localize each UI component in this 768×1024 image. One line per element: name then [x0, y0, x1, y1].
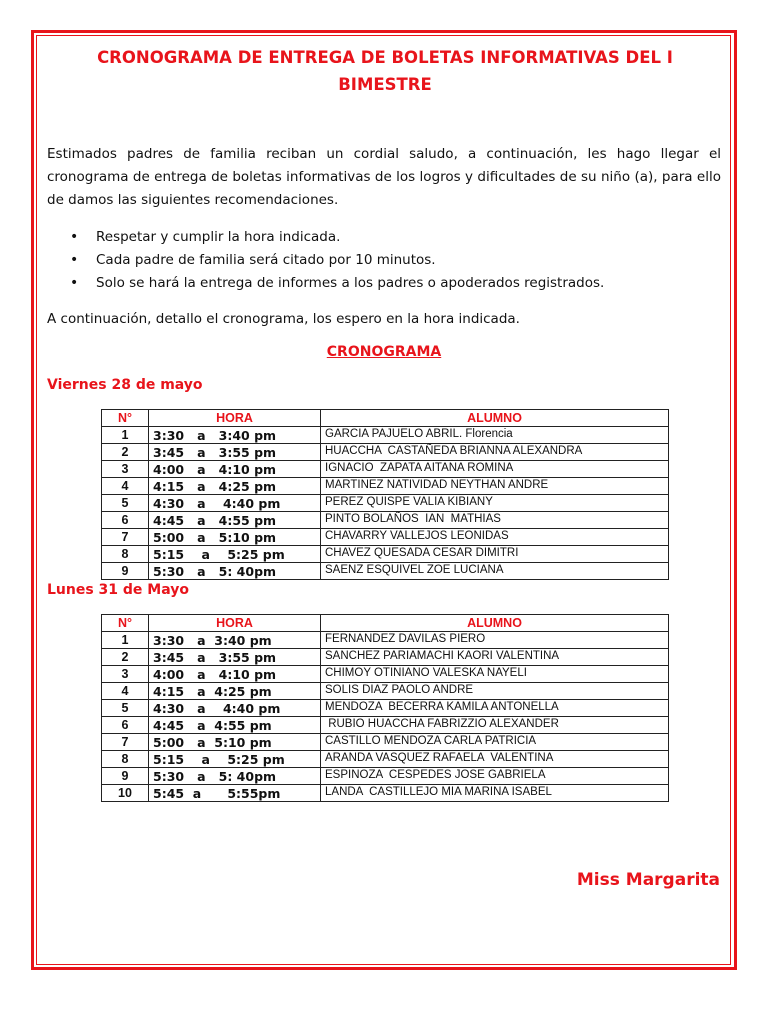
row-time: 4:15 a 4:25 pm [149, 683, 321, 700]
table-row [102, 444, 669, 461]
table-row [102, 478, 669, 495]
header-student: ALUMNO [321, 410, 669, 427]
table-row [102, 666, 669, 683]
table-row [102, 683, 669, 700]
row-student: CHAVEZ QUESADA CESAR DIMITRI [321, 546, 669, 563]
row-number: 10 [102, 785, 149, 802]
row-student: CHAVARRY VALLEJOS LEONIDAS [321, 529, 669, 546]
row-number: 2 [102, 444, 149, 461]
row-student: ARANDA VASQUEZ RAFAELA VALENTINA [321, 751, 669, 768]
row-time: 3:45 a 3:55 pm [149, 444, 321, 461]
row-time: 4:15 a 4:25 pm [149, 478, 321, 495]
table-row [102, 734, 669, 751]
row-time: 5:30 a 5: 40pm [149, 563, 321, 580]
recommendation-item: • Solo se hará la entrega de informes a los padres o apoderados registrados. [70, 272, 710, 295]
row-student: IGNACIO ZAPATA AITANA ROMINA [321, 461, 669, 478]
header-time: HORA [149, 615, 321, 632]
row-number: 5 [102, 700, 149, 717]
recommendation-item: • Respetar y cumplir la hora indicada. [70, 226, 710, 249]
row-time: 5:45 a 5:55pm [149, 785, 321, 802]
row-student: RUBIO HUACCHA FABRIZZIO ALEXANDER [321, 717, 669, 734]
row-student: SOLIS DIAZ PAOLO ANDRE [321, 683, 669, 700]
row-number: 2 [102, 649, 149, 666]
row-number: 8 [102, 751, 149, 768]
table-row [102, 427, 669, 444]
row-number: 1 [102, 427, 149, 444]
row-student: HUACCHA CASTAÑEDA BRIANNA ALEXANDRA [321, 444, 669, 461]
table-row [102, 632, 669, 649]
header-time: HORA [149, 410, 321, 427]
row-time: 5:30 a 5: 40pm [149, 768, 321, 785]
row-number: 4 [102, 478, 149, 495]
row-time: 4:45 a 4:55 pm [149, 717, 321, 734]
row-number: 9 [102, 768, 149, 785]
header-num: N° [102, 615, 149, 632]
recommendations-list [70, 226, 710, 295]
row-number: 9 [102, 563, 149, 580]
row-time: 5:00 a 5:10 pm [149, 734, 321, 751]
row-number: 1 [102, 632, 149, 649]
row-time: 5:15 a 5:25 pm [149, 546, 321, 563]
row-time: 3:30 a 3:40 pm [149, 632, 321, 649]
row-number: 6 [102, 717, 149, 734]
row-number: 3 [102, 461, 149, 478]
row-student: SANCHEZ PARIAMACHI KAORI VALENTINA [321, 649, 669, 666]
row-student: MENDOZA BECERRA KAMILA ANTONELLA [321, 700, 669, 717]
row-time: 3:45 a 3:55 pm [149, 649, 321, 666]
row-number: 3 [102, 666, 149, 683]
row-number: 4 [102, 683, 149, 700]
row-number: 5 [102, 495, 149, 512]
signature: Miss Margarita [576, 870, 720, 890]
table-row [102, 512, 669, 529]
table-row [102, 785, 669, 802]
closing-paragraph: A continuación, detallo el cronograma, los espero en la hora indicada. [47, 311, 520, 327]
document-title: CRONOGRAMA DE ENTREGA DE BOLETAS INFORMATIVAS DEL I BIMESTRE [97, 48, 673, 94]
table-row [102, 717, 669, 734]
recommendation-item: • Cada padre de familia será citado por 10 minutos. [70, 249, 710, 272]
row-time: 3:30 a 3:40 pm [149, 427, 321, 444]
row-student: CASTILLO MENDOZA CARLA PATRICIA [321, 734, 669, 751]
intro-paragraph: Estimados padres de familia reciban un cordial saludo, a continuación, les hago llegar el cronograma de entrega de boletas informativas de los logros y dificultades de su niño (a), para ello de damos las siguientes recomendaciones. [47, 146, 721, 208]
row-student: PINTO BOLAÑOS IAN MATHIAS [321, 512, 669, 529]
row-student: ESPINOZA CESPEDES JOSE GABRIELA [321, 768, 669, 785]
row-number: 7 [102, 734, 149, 751]
row-number: 8 [102, 546, 149, 563]
table-row [102, 529, 669, 546]
row-student: CHIMOY OTINIANO VALESKA NAYELI [321, 666, 669, 683]
row-time: 5:15 a 5:25 pm [149, 751, 321, 768]
row-time: 4:00 a 4:10 pm [149, 666, 321, 683]
row-time: 4:45 a 4:55 pm [149, 512, 321, 529]
day-label-1: Viernes 28 de mayo [47, 377, 203, 393]
row-student: PEREZ QUISPE VALIA KIBIANY [321, 495, 669, 512]
header-student: ALUMNO [321, 615, 669, 632]
row-number: 7 [102, 529, 149, 546]
table-row [102, 700, 669, 717]
table-row [102, 461, 669, 478]
table-row [102, 649, 669, 666]
table-row [102, 546, 669, 563]
row-student: GARCIA PAJUELO ABRIL. Florencia [321, 427, 669, 444]
row-student: LANDA CASTILLEJO MIA MARINA ISABEL [321, 785, 669, 802]
schedule-table-1 [101, 409, 669, 580]
table-row [102, 768, 669, 785]
table-row [102, 495, 669, 512]
table-header-row [102, 615, 669, 632]
row-student: MARTINEZ NATIVIDAD NEYTHAN ANDRE [321, 478, 669, 495]
table-row [102, 751, 669, 768]
schedule-table-2 [101, 614, 669, 802]
row-time: 4:00 a 4:10 pm [149, 461, 321, 478]
table-header-row [102, 410, 669, 427]
header-num: N° [102, 410, 149, 427]
table-row [102, 563, 669, 580]
row-time: 4:30 a 4:40 pm [149, 495, 321, 512]
row-student: SAENZ ESQUIVEL ZOE LUCIANA [321, 563, 669, 580]
section-title: CRONOGRAMA [326, 344, 442, 360]
row-time: 4:30 a 4:40 pm [149, 700, 321, 717]
row-time: 5:00 a 5:10 pm [149, 529, 321, 546]
day-label-2: Lunes 31 de Mayo [47, 582, 189, 598]
row-student: FERNANDEZ DAVILAS PIERO [321, 632, 669, 649]
row-number: 6 [102, 512, 149, 529]
